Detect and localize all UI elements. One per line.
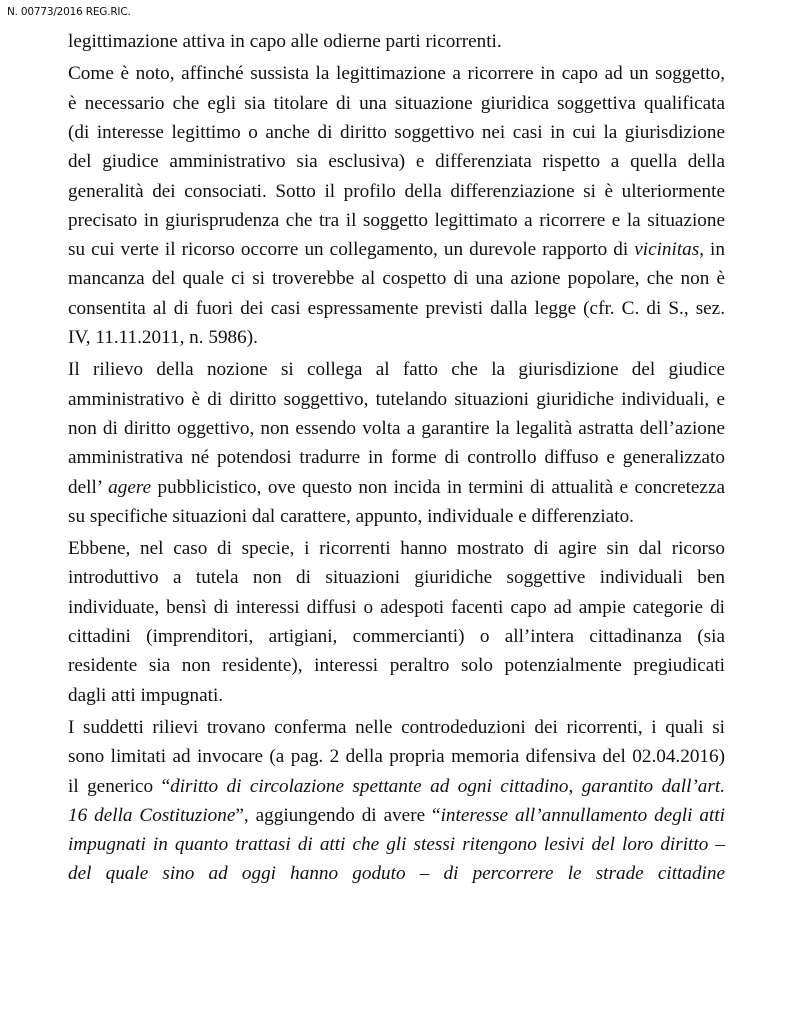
case-number-header: N. 00773/2016 REG.RIC. — [7, 6, 131, 18]
italic-text: 16 della Costituzione — [68, 804, 236, 826]
text-segment: amministrativo è di diritto soggettivo, tutelando situazioni giuridiche individuali, e — [68, 388, 725, 410]
text-segment: precisato in giurisprudenza che tra il soggetto legittimato a ricorrere e la situazione — [68, 209, 725, 231]
text-line — [68, 625, 725, 649]
text-segment: generalità dei consociati. Sotto il profilo della differenziazione si è ulteriormente — [68, 180, 725, 202]
text-segment: amministrativa né potendosi tradurre in forme di controllo diffuso e generalizzato — [68, 447, 725, 469]
text-segment: consentita al di fuori dei casi espressamente previsti dalla legge (cfr. C. di S., sez. — [68, 297, 725, 319]
text-line — [68, 505, 725, 529]
text-line — [68, 238, 725, 262]
text-line — [68, 537, 725, 561]
italic-text: agere — [108, 476, 152, 498]
text-line — [68, 446, 725, 470]
text-segment: il generico “ — [68, 775, 171, 797]
text-segment: Come è noto, affinché sussista la legittimazione a ricorrere in capo ad un soggetto, — [68, 63, 725, 85]
text-line — [68, 775, 725, 799]
text-segment: legittimazione attiva in capo alle odierne parti ricorrenti. — [68, 31, 502, 52]
italic-text: impugnati in quanto trattasi di atti che gli stessi ritengono lesivi del loro diritto – — [68, 834, 725, 856]
text-segment: I suddetti rilievi trovano conferma nelle controdeduzioni dei ricorrenti, i quali si — [68, 716, 725, 738]
text-segment: su cui verte il ricorso occorre un collegamento, un durevole rapporto di — [68, 239, 635, 261]
text-segment: ”, aggiungendo di avere “ — [235, 804, 441, 826]
text-line — [68, 745, 725, 769]
text-line — [68, 358, 725, 382]
text-line — [68, 804, 725, 828]
text-line — [68, 388, 725, 412]
text-segment: cittadini (imprenditori, artigiani, commercianti) o all’intera cittadinanza (sia — [68, 626, 725, 647]
text-segment: Ebbene, nel caso di specie, i ricorrenti hanno mostrato di agire sin dal ricorso — [68, 538, 725, 560]
text-line — [68, 209, 725, 233]
text-line — [68, 684, 725, 708]
text-segment: pubblicistico, ove questo non incida in termini di attualità e concretezza — [151, 476, 725, 498]
text-segment: IV, 11.11.2011, n. 5986). — [68, 327, 258, 348]
italic-text: interesse all’annullamento degli atti — [440, 804, 725, 826]
text-line — [68, 716, 725, 740]
italic-text: vicinitas — [634, 239, 700, 261]
text-line — [68, 862, 725, 886]
text-line — [68, 267, 725, 291]
text-segment: (di interesse legittimo o anche di diritto soggettivo nei casi in cui la giurisdizione — [68, 121, 725, 143]
text-line — [68, 566, 725, 590]
text-segment: , in — [699, 239, 725, 261]
text-segment: dagli atti impugnati. — [68, 684, 224, 706]
text-line — [68, 833, 725, 857]
text-line — [68, 30, 725, 54]
text-line — [68, 596, 725, 620]
text-line — [68, 476, 725, 500]
text-segment: sono limitati ad invocare (a pag. 2 della propria memoria difensiva del 02.04.2016) — [68, 746, 725, 768]
text-line — [68, 92, 725, 116]
text-line — [68, 150, 725, 174]
text-segment: non di diritto oggettivo, non essendo volta a garantire la legalità astratta dell’azione — [68, 417, 725, 439]
text-line — [68, 62, 725, 86]
text-segment: introduttivo a tutela non di situazioni giuridiche soggettive individuali ben — [68, 567, 725, 589]
text-segment: su specifiche situazioni dal carattere, appunto, individuale e differenziato. — [68, 505, 634, 527]
text-line — [68, 180, 725, 204]
text-line — [68, 326, 725, 350]
text-segment: mancanza del quale ci si troverebbe al cospetto di una azione popolare, che non è — [68, 268, 725, 290]
text-segment: individuate, bensì di interessi diffusi o adespoti facenti capo ad ampie categorie di — [68, 596, 725, 618]
text-line — [68, 417, 725, 441]
italic-text: del quale sino ad oggi hanno goduto – di percorrere le strade cittadine — [68, 863, 725, 885]
text-segment: è necessario che egli sia titolare di una situazione giuridica soggettiva qualificata — [68, 92, 725, 114]
text-line — [68, 121, 725, 145]
text-line — [68, 297, 725, 321]
text-segment: residente sia non residente), interessi peraltro solo potenzialmente pregiudicati — [68, 655, 725, 677]
text-segment: dell’ — [68, 476, 109, 498]
text-segment: Il rilievo della nozione si collega al fatto che la giurisdizione del giudice — [68, 359, 725, 381]
text-line — [68, 654, 725, 678]
text-segment: del giudice amministrativo sia esclusiva) e differenziata rispetto a quella della — [68, 151, 725, 173]
italic-text: diritto di circolazione spettante ad ogni cittadino, garantito dall’art. — [170, 775, 726, 797]
